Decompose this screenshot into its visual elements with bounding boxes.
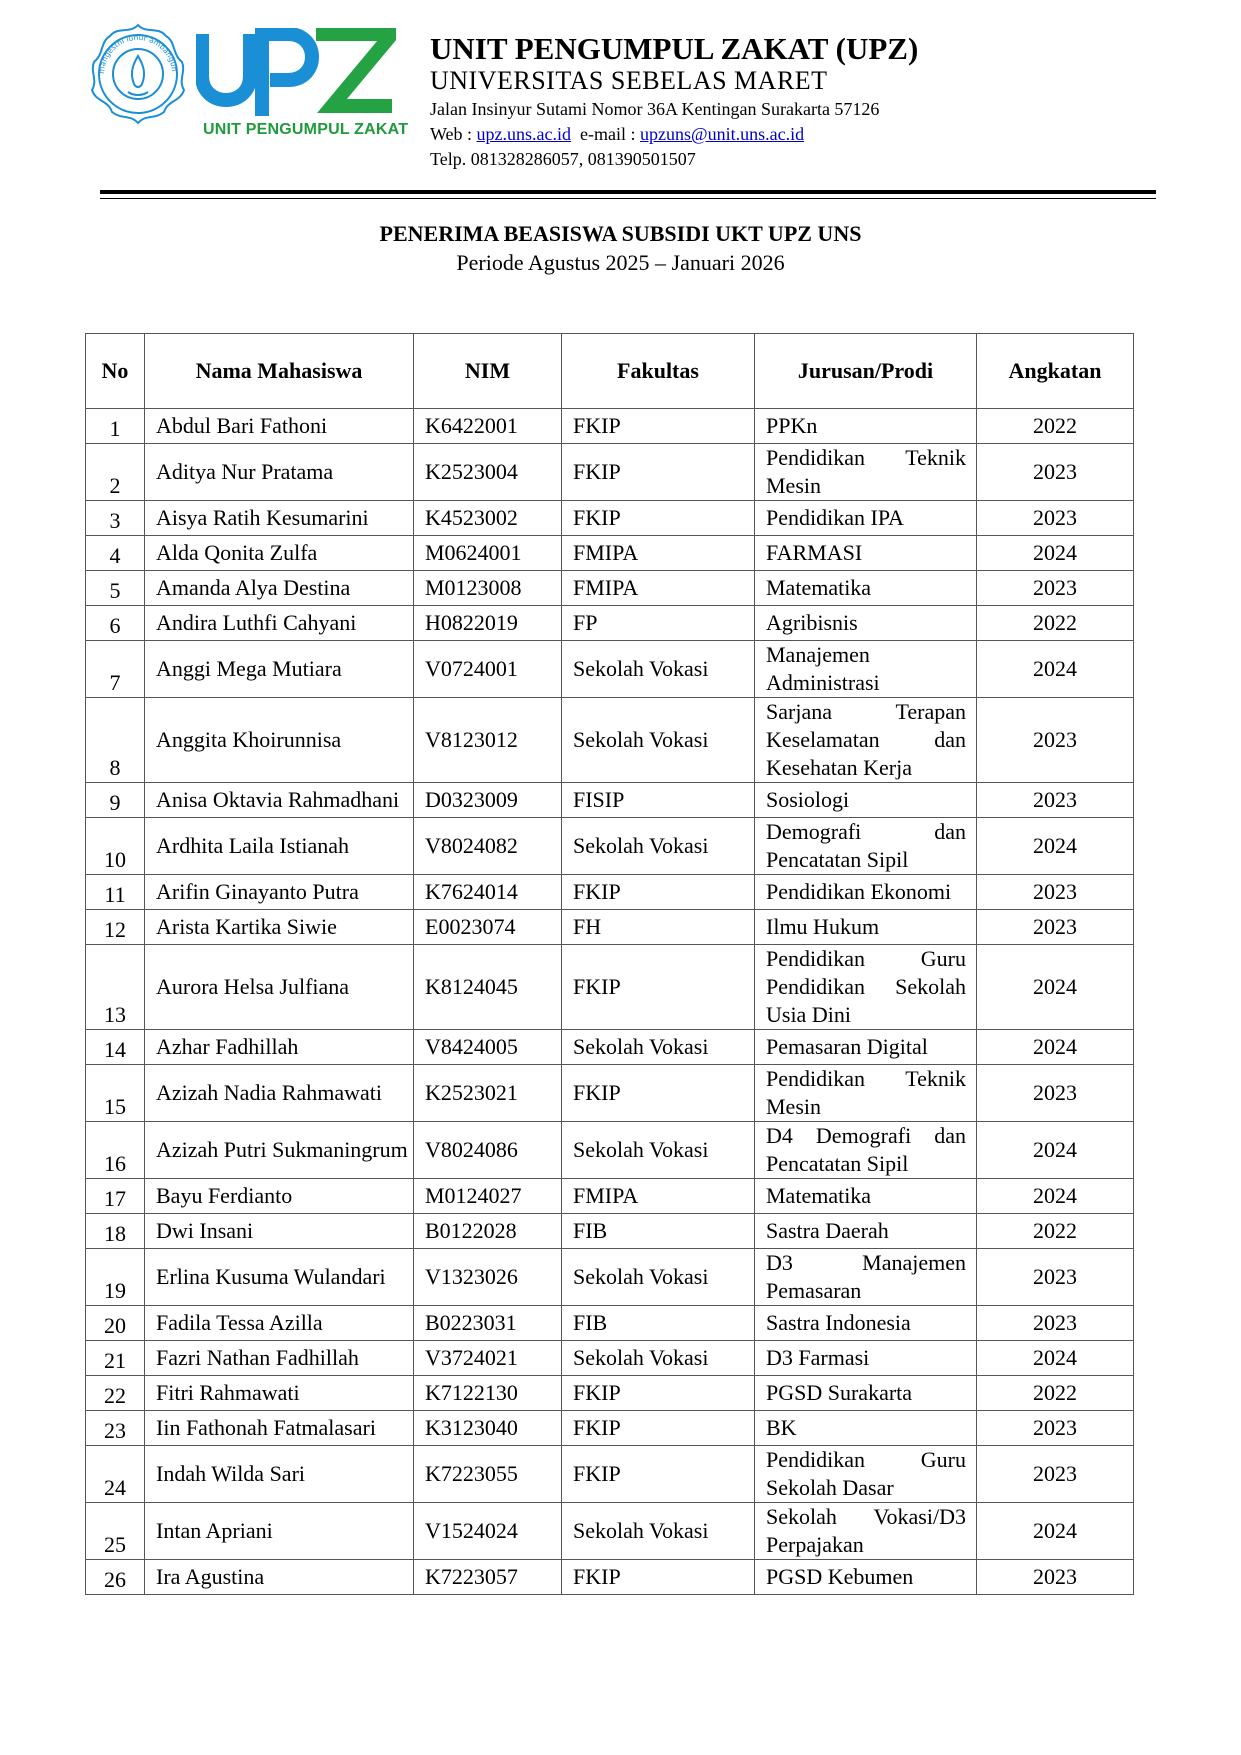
study-program: Agribisnis — [755, 606, 977, 641]
faculty: FMIPA — [562, 1179, 755, 1214]
study-program: Demografi dan Pencatatan Sipil — [755, 818, 977, 875]
table-row — [86, 606, 1134, 641]
study-program: Sarjana Terapan Keselamatan dan Kesehatan Kerja — [755, 698, 977, 783]
student-nim: V1323026 — [414, 1249, 562, 1306]
cohort-year: 2023 — [977, 1249, 1134, 1306]
row-number: 24 — [86, 1446, 145, 1503]
faculty: FKIP — [562, 1446, 755, 1503]
row-number: 21 — [86, 1341, 145, 1376]
student-nim: V0724001 — [414, 641, 562, 698]
row-number: 26 — [86, 1560, 145, 1595]
student-name: Indah Wilda Sari — [145, 1446, 414, 1503]
row-number: 11 — [86, 875, 145, 910]
cohort-year: 2023 — [977, 1411, 1134, 1446]
cohort-year: 2022 — [977, 409, 1134, 444]
student-nim: M0624001 — [414, 536, 562, 571]
student-nim: K7223055 — [414, 1446, 562, 1503]
row-number: 18 — [86, 1214, 145, 1249]
cohort-year: 2023 — [977, 444, 1134, 501]
document-title: PENERIMA BEASISWA SUBSIDI UKT UPZ UNS — [379, 221, 862, 246]
student-nim: K4523002 — [414, 501, 562, 536]
student-name: Alda Qonita Zulfa — [145, 536, 414, 571]
cohort-year: 2024 — [977, 641, 1134, 698]
table-row — [86, 571, 1134, 606]
cohort-year: 2024 — [977, 1503, 1134, 1560]
table-row — [86, 1376, 1134, 1411]
faculty: Sekolah Vokasi — [562, 641, 755, 698]
web-link[interactable]: upz.uns.ac.id — [476, 124, 572, 144]
org-title: UNIT PENGUMPUL ZAKAT (UPZ) — [430, 31, 919, 66]
faculty: FKIP — [562, 945, 755, 1030]
student-nim: H0822019 — [414, 606, 562, 641]
cohort-year: 2023 — [977, 501, 1134, 536]
study-program: PGSD Surakarta — [755, 1376, 977, 1411]
svg-text:mangesthi luhur ambangun nagar: mangesthi luhur ambangun — [96, 32, 179, 75]
row-number: 23 — [86, 1411, 145, 1446]
study-program: Pendidikan IPA — [755, 501, 977, 536]
table-row — [86, 1214, 1134, 1249]
student-nim: K6422001 — [414, 409, 562, 444]
cohort-year: 2024 — [977, 818, 1134, 875]
table-row — [86, 875, 1134, 910]
web-label: Web : — [430, 124, 477, 144]
header-nim: NIM — [414, 334, 562, 409]
student-nim: V3724021 — [414, 1341, 562, 1376]
student-name: Erlina Kusuma Wulandari — [145, 1249, 414, 1306]
student-name: Amanda Alya Destina — [145, 571, 414, 606]
student-nim: K8124045 — [414, 945, 562, 1030]
table-row — [86, 444, 1134, 501]
study-program: Pendidikan Guru Pendidikan Sekolah Usia Dini — [755, 945, 977, 1030]
header-fakultas: Fakultas — [562, 334, 755, 409]
study-program: Sekolah Vokasi/D3 Perpajakan — [755, 1503, 977, 1560]
study-program: D3 Farmasi — [755, 1341, 977, 1376]
student-nim: M0123008 — [414, 571, 562, 606]
document-period: Periode Agustus 2025 – Januari 2026 — [456, 250, 785, 275]
study-program: Matematika — [755, 571, 977, 606]
faculty: FKIP — [562, 501, 755, 536]
cohort-year: 2023 — [977, 783, 1134, 818]
header-no: No — [86, 334, 145, 409]
student-name: Aisya Ratih Kesumarini — [145, 501, 414, 536]
faculty: Sekolah Vokasi — [562, 698, 755, 783]
study-program: Pendidikan Ekonomi — [755, 875, 977, 910]
header-angkatan: Angkatan — [977, 334, 1134, 409]
row-number: 7 — [86, 641, 145, 698]
table-row — [86, 641, 1134, 698]
table-header-row — [86, 334, 1134, 409]
student-nim: K7122130 — [414, 1376, 562, 1411]
student-name: Ardhita Laila Istianah — [145, 818, 414, 875]
student-nim: K7624014 — [414, 875, 562, 910]
student-nim: E0023074 — [414, 910, 562, 945]
cohort-year: 2022 — [977, 1376, 1134, 1411]
student-name: Ira Agustina — [145, 1560, 414, 1595]
divider-thick — [100, 190, 1156, 194]
table-row — [86, 1503, 1134, 1560]
student-nim: K2523004 — [414, 444, 562, 501]
student-name: Iin Fathonah Fatmalasari — [145, 1411, 414, 1446]
study-program: FARMASI — [755, 536, 977, 571]
email-link[interactable]: upzuns@unit.uns.ac.id — [640, 124, 805, 144]
study-program: Sastra Indonesia — [755, 1306, 977, 1341]
address: Jalan Insinyur Sutami Nomor 36A Kentingan Surakarta 57126 — [430, 99, 880, 119]
study-program: Sosiologi — [755, 783, 977, 818]
table-row — [86, 1446, 1134, 1503]
study-program: Pendidikan Teknik Mesin — [755, 444, 977, 501]
student-nim: V8123012 — [414, 698, 562, 783]
student-name: Arista Kartika Siwie — [145, 910, 414, 945]
cohort-year: 2023 — [977, 1306, 1134, 1341]
letterhead-text — [430, 32, 918, 171]
table-row — [86, 783, 1134, 818]
study-program: Sastra Daerah — [755, 1214, 977, 1249]
table-row — [86, 1411, 1134, 1446]
cohort-year: 2022 — [977, 1214, 1134, 1249]
student-name: Aditya Nur Pratama — [145, 444, 414, 501]
study-program: BK — [755, 1411, 977, 1446]
student-nim: B0122028 — [414, 1214, 562, 1249]
row-number: 2 — [86, 444, 145, 501]
faculty: FISIP — [562, 783, 755, 818]
table-row — [86, 1122, 1134, 1179]
study-program: Pemasaran Digital — [755, 1030, 977, 1065]
faculty: FIB — [562, 1214, 755, 1249]
faculty: Sekolah Vokasi — [562, 1503, 755, 1560]
divider-thin — [100, 198, 1156, 199]
cohort-year: 2023 — [977, 1065, 1134, 1122]
student-nim: V8024082 — [414, 818, 562, 875]
faculty: Sekolah Vokasi — [562, 1341, 755, 1376]
row-number: 6 — [86, 606, 145, 641]
cohort-year: 2024 — [977, 1341, 1134, 1376]
study-program: Ilmu Hukum — [755, 910, 977, 945]
row-number: 9 — [86, 783, 145, 818]
cohort-year: 2024 — [977, 1122, 1134, 1179]
table-row — [86, 501, 1134, 536]
email-label: e-mail : — [571, 124, 641, 144]
table-row — [86, 1065, 1134, 1122]
cohort-year: 2022 — [977, 606, 1134, 641]
student-name: Azizah Putri Sukmaningrum — [145, 1122, 414, 1179]
faculty: FKIP — [562, 1560, 755, 1595]
student-name: Anggita Khoirunnisa — [145, 698, 414, 783]
student-nim: D0323009 — [414, 783, 562, 818]
student-name: Andira Luthfi Cahyani — [145, 606, 414, 641]
row-number: 10 — [86, 818, 145, 875]
study-program: Manajemen Administrasi — [755, 641, 977, 698]
student-nim: B0223031 — [414, 1306, 562, 1341]
cohort-year: 2023 — [977, 571, 1134, 606]
faculty: FKIP — [562, 1376, 755, 1411]
student-name: Abdul Bari Fathoni — [145, 409, 414, 444]
faculty: Sekolah Vokasi — [562, 1249, 755, 1306]
study-program: Pendidikan Guru Sekolah Dasar — [755, 1446, 977, 1503]
faculty: FH — [562, 910, 755, 945]
faculty: FP — [562, 606, 755, 641]
phone: Telp. 081328286057, 081390501507 — [430, 149, 696, 169]
row-number: 17 — [86, 1179, 145, 1214]
student-nim: K3123040 — [414, 1411, 562, 1446]
table-row — [86, 1030, 1134, 1065]
seal-icon — [88, 22, 188, 126]
faculty: FKIP — [562, 875, 755, 910]
study-program: Pendidikan Teknik Mesin — [755, 1065, 977, 1122]
table-row — [86, 1560, 1134, 1595]
study-program: PGSD Kebumen — [755, 1560, 977, 1595]
student-name: Azizah Nadia Rahmawati — [145, 1065, 414, 1122]
row-number: 12 — [86, 910, 145, 945]
faculty: Sekolah Vokasi — [562, 818, 755, 875]
row-number: 13 — [86, 945, 145, 1030]
table-row — [86, 945, 1134, 1030]
student-name: Anisa Oktavia Rahmadhani — [145, 783, 414, 818]
logo-subtitle: UNIT PENGUMPUL ZAKAT — [203, 121, 409, 138]
table-row — [86, 409, 1134, 444]
row-number: 5 — [86, 571, 145, 606]
row-number: 22 — [86, 1376, 145, 1411]
row-number: 14 — [86, 1030, 145, 1065]
table-row — [86, 1306, 1134, 1341]
table-row — [86, 1179, 1134, 1214]
table-row — [86, 536, 1134, 571]
university-name: UNIVERSITAS SEBELAS MARET — [430, 66, 828, 95]
header-jurusan: Jurusan/Prodi — [755, 334, 977, 409]
student-name: Intan Apriani — [145, 1503, 414, 1560]
student-name: Fadila Tessa Azilla — [145, 1306, 414, 1341]
faculty: FKIP — [562, 1065, 755, 1122]
table-row — [86, 818, 1134, 875]
student-nim: V8424005 — [414, 1030, 562, 1065]
header-nama: Nama Mahasiswa — [145, 334, 414, 409]
faculty: Sekolah Vokasi — [562, 1122, 755, 1179]
university-seal — [88, 22, 188, 126]
row-number: 15 — [86, 1065, 145, 1122]
row-number: 1 — [86, 409, 145, 444]
table-row — [86, 1249, 1134, 1306]
cohort-year: 2024 — [977, 536, 1134, 571]
cohort-year: 2024 — [977, 1030, 1134, 1065]
table-body — [86, 409, 1134, 1595]
table-row — [86, 1341, 1134, 1376]
row-number: 8 — [86, 698, 145, 783]
student-name: Arifin Ginayanto Putra — [145, 875, 414, 910]
cohort-year: 2024 — [977, 1179, 1134, 1214]
student-name: Fazri Nathan Fadhillah — [145, 1341, 414, 1376]
cohort-year: 2024 — [977, 945, 1134, 1030]
student-nim: V1524024 — [414, 1503, 562, 1560]
faculty: Sekolah Vokasi — [562, 1030, 755, 1065]
study-program: PPKn — [755, 409, 977, 444]
recipients-table — [85, 333, 1134, 1595]
student-name: Aurora Helsa Julfiana — [145, 945, 414, 1030]
row-number: 20 — [86, 1306, 145, 1341]
faculty: FMIPA — [562, 536, 755, 571]
upz-logo-icon — [196, 28, 396, 118]
row-number: 19 — [86, 1249, 145, 1306]
student-nim: K2523021 — [414, 1065, 562, 1122]
table-row — [86, 910, 1134, 945]
student-nim: K7223057 — [414, 1560, 562, 1595]
faculty: FKIP — [562, 1411, 755, 1446]
table-row — [86, 698, 1134, 783]
student-name: Dwi Insani — [145, 1214, 414, 1249]
student-nim: V8024086 — [414, 1122, 562, 1179]
study-program: D4 Demografi dan Pencatatan Sipil — [755, 1122, 977, 1179]
row-number: 3 — [86, 501, 145, 536]
row-number: 25 — [86, 1503, 145, 1560]
student-name: Anggi Mega Mutiara — [145, 641, 414, 698]
cohort-year: 2023 — [977, 910, 1134, 945]
cohort-year: 2023 — [977, 1560, 1134, 1595]
study-program: D3 Manajemen Pemasaran — [755, 1249, 977, 1306]
student-name: Bayu Ferdianto — [145, 1179, 414, 1214]
faculty: FKIP — [562, 444, 755, 501]
faculty: FKIP — [562, 409, 755, 444]
cohort-year: 2023 — [977, 1446, 1134, 1503]
study-program: Matematika — [755, 1179, 977, 1214]
faculty: FIB — [562, 1306, 755, 1341]
contact-line — [430, 123, 918, 146]
faculty: FMIPA — [562, 571, 755, 606]
student-name: Azhar Fadhillah — [145, 1030, 414, 1065]
student-nim: M0124027 — [414, 1179, 562, 1214]
cohort-year: 2023 — [977, 698, 1134, 783]
row-number: 4 — [86, 536, 145, 571]
row-number: 16 — [86, 1122, 145, 1179]
student-name: Fitri Rahmawati — [145, 1376, 414, 1411]
cohort-year: 2023 — [977, 875, 1134, 910]
